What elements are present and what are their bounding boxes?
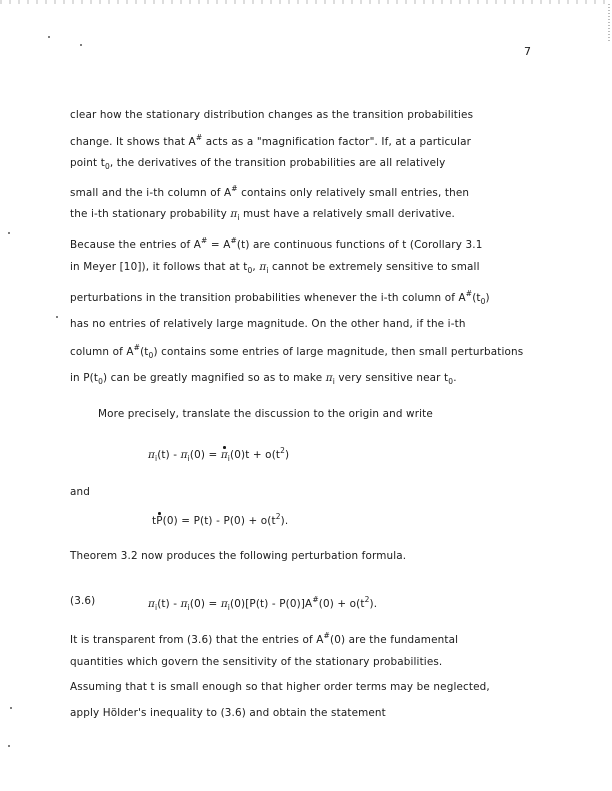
scan-speck (80, 44, 82, 46)
text-line: perturbations in the transition probabilities whenever the i-th column of $A^{\#}(t_0)$ (70, 289, 490, 306)
text-line: quantities which govern the sensitivity of the stationary probabilities. (70, 656, 443, 668)
page-number: 7 (524, 45, 531, 58)
edge-scan-artifact (608, 4, 610, 42)
scan-speck (8, 232, 10, 234)
equation-3-6: $\pi_i(t) - \pi_i(0) = \pi_i(0)[P(t) - P(0)]A^{\#}(0) + o(t^2)$. (148, 595, 378, 612)
scan-speck (8, 745, 10, 747)
text-line: apply Hölder's inequality to (3.6) and obtain the statement (70, 707, 386, 719)
text-line: small and the i-th column of A# contains only relatively small entries, then (70, 184, 470, 199)
top-scan-artifact (0, 0, 612, 4)
text-line: point $t_0$, the derivatives of the transition probabilities are all relatively (70, 157, 446, 171)
text-line: More precisely, translate the discussion to the origin and write (98, 408, 433, 420)
equation-1: $\pi_i(t) - \pi_i(0) = \pi_i(0)t + o(t^2)$ (148, 446, 290, 463)
text-line: Because the entries of A# = A#(t) are continuous functions of t (Corollary 3.1 (70, 236, 483, 251)
text-line: in $P(t_0)$ can be greatly magnified so as to make $\pi_i$ very sensitive near $t_0$. (70, 372, 457, 386)
equation-2: $tP(0) = P(t) - P(0) + o(t^2)$. (152, 512, 289, 527)
text-line: Theorem 3.2 now produces the following perturbation formula. (70, 550, 407, 562)
text-line: column of $A^{\#}(t_0)$ contains some entries of large magnitude, then small perturbations (70, 343, 524, 360)
text-line: in Meyer [10]), it follows that at $t_0$, $\pi_i$ cannot be extremely sensitive to small (70, 261, 480, 275)
text-line: and (70, 486, 90, 498)
text-line: clear how the stationary distribution changes as the transition probabilities (70, 109, 474, 121)
scan-speck (56, 316, 58, 318)
text-line: the i-th stationary probability $\pi_i$ must have a relatively small derivative. (70, 208, 455, 222)
scan-speck (10, 707, 12, 709)
text-line: It is transparent from (3.6) that the entries of A#(0) are the fundamental (70, 631, 459, 646)
text-line: Assuming that t is small enough so that higher order terms may be neglected, (70, 681, 490, 693)
text-line: change. It shows that A# acts as a "magnification factor". If, at a particular (70, 133, 472, 148)
equation-label: (3.6) (70, 595, 96, 607)
scan-speck (48, 36, 50, 38)
text-line: has no entries of relatively large magnitude. On the other hand, if the i-th (70, 318, 466, 330)
